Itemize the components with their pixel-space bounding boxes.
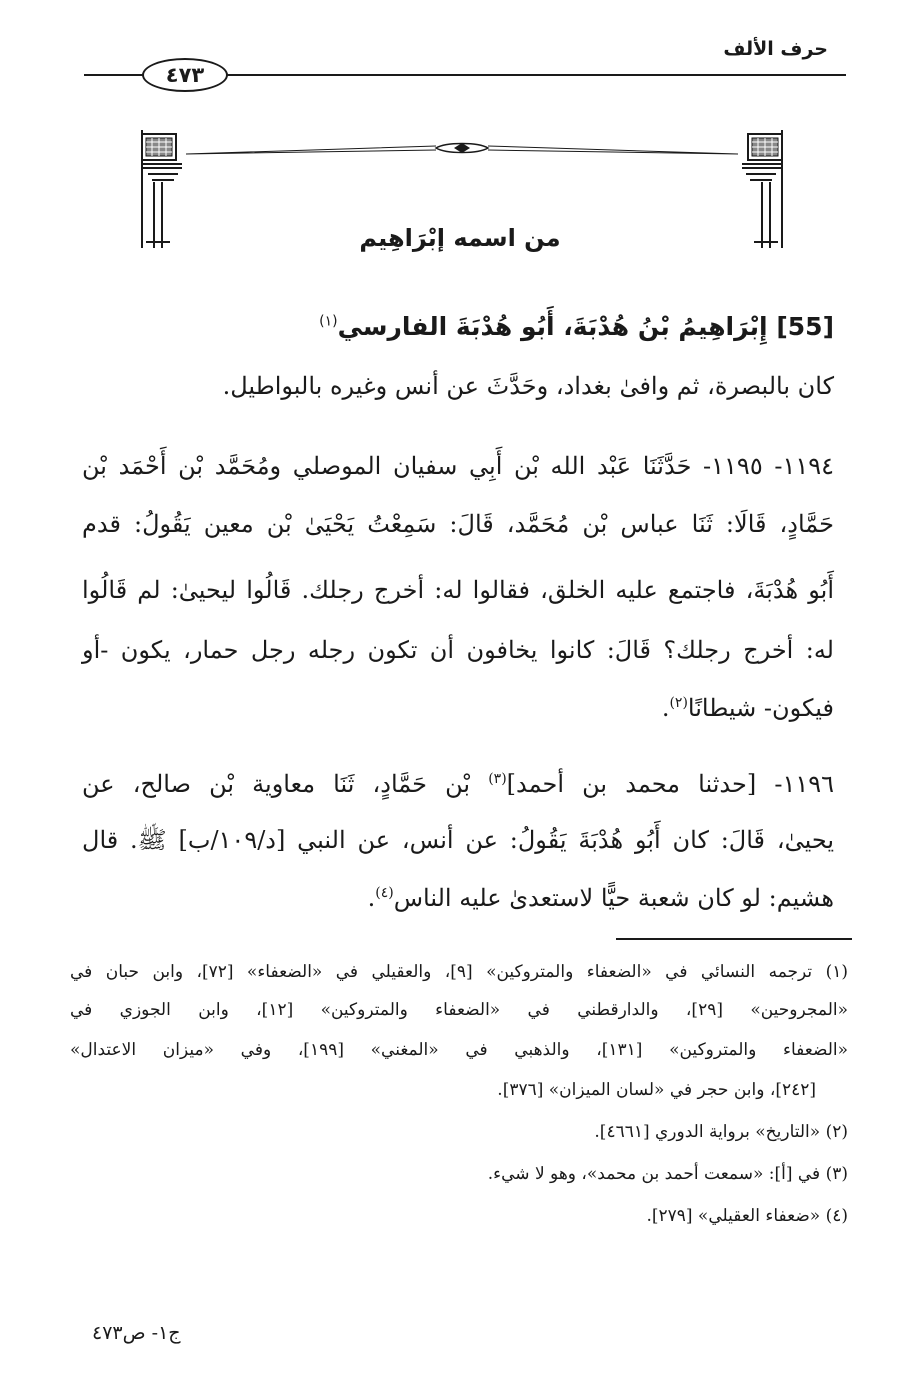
header-rule-right [226,74,846,76]
narration-line: له: أخرج رجلك؟ قَالَ: كانوا يخافون أن تكون رجله رجل حمار، يكون -أو [82,636,834,664]
header-rule-left [84,74,144,76]
footnote-rule [616,938,852,940]
narration-text: . [661,694,670,722]
footnote-marker: (٤) [375,885,394,901]
footnote-line: «المجروحين» [٢٩]، والدارقطني في «الضعفاء والمتروكين» [١٢]، وابن الجوزي في [70,1000,849,1020]
footnote-line: (١) ترجمه النسائي في «الضعفاء والمتروكين» [٩]، والعقيلي في «الضعفاء» [٧٢]، وابن حبان في [70,962,848,982]
volume-page-reference: ج١- ص٤٧٣ [92,1322,181,1344]
footnote-line: [٢٤٢]، وابن حجر في «لسان الميزان» [٣٧٦]. [497,1080,816,1100]
footnote-marker: (٢) [669,695,688,711]
narration-text: فيكون- شيطانًا [687,694,834,722]
footnote-marker: (١) [319,313,338,330]
narration-text: بْن حَمَّادٍ، ثَنَا معاوية بْن صالح، عن [82,770,489,798]
narration-line: أَبُو هُدْبَةَ، فاجتمع عليه الخلق، فقالوا له: أخرج رجلك. قَالُوا ليحيىٰ: لم قَالُوا [82,576,834,604]
narration-text: هشيم: لو كان شعبة حيًّا لاستعدىٰ عليه الناس [393,884,834,912]
page-number: ٤٧٣ [142,58,228,92]
narration-line [82,884,834,913]
narration-line [82,770,834,799]
narration-line [82,694,834,723]
footnote-line: (٤) «ضعفاء العقيلي» [٢٧٩]. [646,1206,848,1226]
running-head: حرف الألف [723,38,828,60]
footnote-marker: (٣) [488,771,507,787]
entry-heading [319,312,834,341]
narration-line: ١١٩٤- ١١٩٥- حَدَّثَنَا عَبْد الله بْن أَبِي سفيان الموصلي ومُحَمَّد بْن أَحْمَد بْن [82,452,834,480]
footnote-line: «الضعفاء والمتروكين» [١٣١]، والذهبي في «المغني» [١٩٩]، وفي «ميزان الاعتدال» [70,1040,849,1060]
narration-text: ١١٩٦- [حدثنا محمد بن أحمد] [506,770,834,798]
section-title: من اسمه إبْرَاهِيم [359,224,561,252]
footnote-line: (٢) «التاريخ» برواية الدوري [٤٦٦١]. [594,1122,848,1142]
narration-line: حَمَّادٍ، قَالَا: ثَنَا عباس بْن مُحَمَّد، قَالَ: سَمِعْتُ يَحْيَىٰ بْن معين يَقُولُ: قدم [82,510,834,538]
entry-intro: كان بالبصرة، ثم وافىٰ بغداد، وحَدَّثَ عن أنس وغيره بالبواطيل. [222,372,834,400]
narration-line: يحيىٰ، قَالَ: كان أَبُو هُدْبَةَ يَقُولُ: عن أنس، عن النبي [د/١٠٩/ب] ﷺ. قال [82,826,834,854]
footnote-line: (٣) في [أ]: «سمعت أحمد بن محمد»، وهو لا شيء. [487,1164,848,1184]
entry-heading-text: [55] إِبْرَاهِيمُ بْنُ هُدْبَةَ، أَبُو هُدْبَةَ الفارسي [337,312,834,341]
narration-text: . [367,884,376,912]
